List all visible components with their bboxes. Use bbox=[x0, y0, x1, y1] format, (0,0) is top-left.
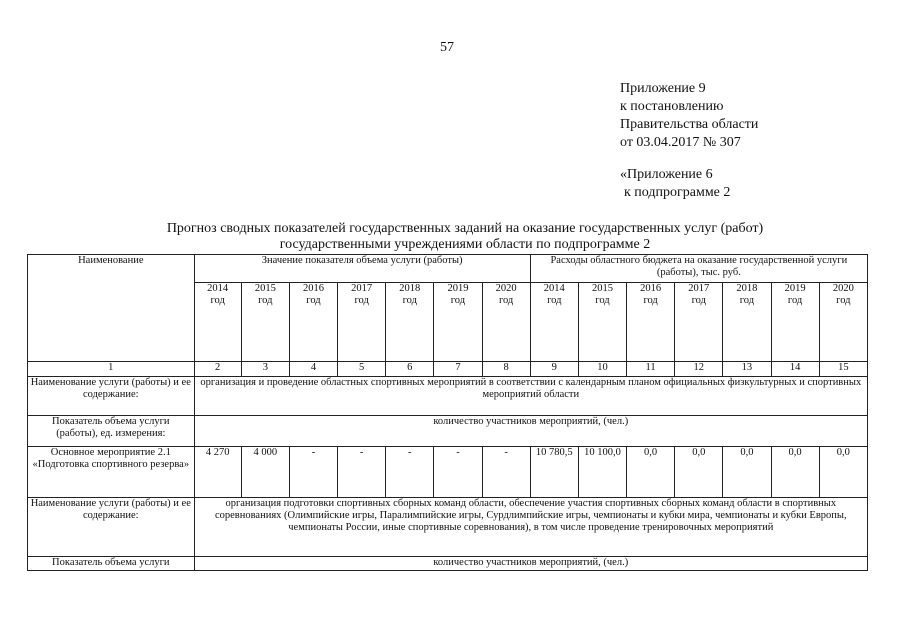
year-word: год bbox=[402, 295, 417, 306]
year-value: 2019 bbox=[784, 283, 806, 294]
appendix-reference bbox=[620, 80, 758, 152]
service-name-description: организация подготовки спортивных сборных команд области, обеспечение участия спортивных сборных команд области в спортивных соревнованиях (Олимпийские игры, Паралимпийские игры, Сурдлимпийские игры, чемпионаты и кубки мира, чемпионаты и кубки Европы, чемпионаты России, иные спортивные соревнования), в том числе проведение тренировочных мероприятий bbox=[194, 498, 867, 557]
year-value: 2016 bbox=[302, 283, 324, 294]
column-number: 11 bbox=[627, 362, 675, 377]
year-header-volume-2014 bbox=[194, 283, 241, 362]
table-row bbox=[28, 557, 868, 571]
column-number: 15 bbox=[819, 362, 867, 377]
column-number: 6 bbox=[386, 362, 434, 377]
year-value: 2015 bbox=[254, 283, 276, 294]
volume-value-cell: - bbox=[434, 447, 482, 498]
volume-value-cell: 4 000 bbox=[241, 447, 289, 498]
expense-value-cell: 10 780,5 bbox=[530, 447, 578, 498]
year-value: 2015 bbox=[591, 283, 613, 294]
year-word: год bbox=[354, 295, 369, 306]
indicator-label: Показатель объема услуги (работы), ед. измерения: bbox=[28, 416, 195, 447]
year-header-volume-2018 bbox=[386, 283, 434, 362]
table-column-number-row bbox=[28, 362, 868, 377]
table-row bbox=[28, 416, 868, 447]
volume-value-cell: - bbox=[289, 447, 337, 498]
year-header-volume-2015 bbox=[241, 283, 289, 362]
appendix-line: Правительства области bbox=[620, 117, 759, 132]
column-number: 14 bbox=[771, 362, 819, 377]
table-row bbox=[28, 377, 868, 416]
year-value: 2017 bbox=[351, 283, 373, 294]
year-value: 2018 bbox=[736, 283, 758, 294]
expense-value-cell: 0,0 bbox=[771, 447, 819, 498]
measure-label: Основное мероприятие 2.1 «Подготовка спортивного резерва» bbox=[28, 447, 195, 498]
volume-value-cell: - bbox=[338, 447, 386, 498]
year-value: 2018 bbox=[399, 283, 421, 294]
year-word: год bbox=[210, 295, 225, 306]
title-line: Прогноз сводных показателей государственных заданий на оказание государственных услуг (работ) bbox=[166, 221, 764, 236]
year-word: год bbox=[595, 295, 610, 306]
volume-value-cell: - bbox=[386, 447, 434, 498]
appendix-line: от 03.04.2017 № 307 bbox=[620, 135, 741, 150]
table-row bbox=[28, 498, 868, 557]
expense-value-cell: 0,0 bbox=[819, 447, 867, 498]
year-value: 2020 bbox=[495, 283, 517, 294]
column-number: 4 bbox=[289, 362, 337, 377]
sub-appendix-line: «Приложение 6 bbox=[620, 167, 713, 182]
volume-value-cell: - bbox=[482, 447, 530, 498]
year-header-expense-2016 bbox=[627, 283, 675, 362]
sub-appendix-reference bbox=[620, 166, 730, 202]
volume-value-cell: 4 270 bbox=[194, 447, 241, 498]
year-value: 2014 bbox=[207, 283, 229, 294]
year-word: год bbox=[547, 295, 562, 306]
year-header-expense-2020 bbox=[819, 283, 867, 362]
indicator-label: Показатель объема услуги bbox=[28, 557, 195, 571]
title-line: государственными учреждениями области по подпрограмме 2 bbox=[279, 237, 651, 252]
forecast-table bbox=[27, 254, 868, 571]
indicator-description: количество участников мероприятий, (чел.) bbox=[194, 557, 867, 571]
year-word: год bbox=[787, 295, 803, 306]
appendix-line: Приложение 9 bbox=[620, 81, 706, 96]
service-name-description: организация и проведение областных спортивных мероприятий в соответствии с календарным планом официальных физкультурных и спортивных мероприятий области bbox=[194, 377, 867, 416]
year-word: год bbox=[643, 295, 658, 306]
column-number: 9 bbox=[530, 362, 578, 377]
column-number: 12 bbox=[675, 362, 723, 377]
column-number: 7 bbox=[434, 362, 482, 377]
column-number: 13 bbox=[723, 362, 771, 377]
year-header-volume-2020 bbox=[482, 283, 530, 362]
year-word: год bbox=[739, 295, 755, 306]
year-header-expense-2018 bbox=[723, 283, 771, 362]
year-header-expense-2014 bbox=[530, 283, 578, 362]
year-header-expense-2017 bbox=[675, 283, 723, 362]
header-expense-group: Расходы областного бюджета на оказание государственной услуги (работы), тыс. руб. bbox=[530, 255, 867, 283]
year-word: год bbox=[306, 295, 321, 306]
expense-value-cell: 0,0 bbox=[675, 447, 723, 498]
year-header-volume-2016 bbox=[289, 283, 337, 362]
year-value: 2017 bbox=[688, 283, 710, 294]
year-value: 2020 bbox=[832, 283, 854, 294]
year-header-expense-2019 bbox=[771, 283, 819, 362]
column-number: 5 bbox=[338, 362, 386, 377]
column-number: 10 bbox=[578, 362, 626, 377]
service-name-label: Наименование услуги (работы) и ее содержание: bbox=[28, 377, 195, 416]
year-word: год bbox=[258, 295, 273, 306]
year-word: год bbox=[450, 295, 466, 306]
page-number: 57 bbox=[440, 40, 454, 55]
header-volume-group: Значение показателя объема услуги (работы) bbox=[194, 255, 530, 283]
expense-value-cell: 10 100,0 bbox=[578, 447, 626, 498]
column-number: 3 bbox=[241, 362, 289, 377]
column-number: 8 bbox=[482, 362, 530, 377]
indicator-description: количество участников мероприятий, (чел.) bbox=[194, 416, 867, 447]
year-word: год bbox=[836, 295, 851, 306]
expense-value-cell: 0,0 bbox=[723, 447, 771, 498]
year-value: 2016 bbox=[640, 283, 662, 294]
year-header-volume-2019 bbox=[434, 283, 482, 362]
year-value: 2014 bbox=[543, 283, 565, 294]
year-header-expense-2015 bbox=[578, 283, 626, 362]
year-header-volume-2017 bbox=[338, 283, 386, 362]
expense-value-cell: 0,0 bbox=[627, 447, 675, 498]
header-name: Наименование bbox=[28, 255, 195, 362]
column-number: 1 bbox=[28, 362, 195, 377]
year-word: год bbox=[691, 295, 706, 306]
column-number: 2 bbox=[194, 362, 241, 377]
service-name-label: Наименование услуги (работы) и ее содержание: bbox=[28, 498, 195, 557]
year-value: 2019 bbox=[447, 283, 469, 294]
appendix-line: к постановлению bbox=[620, 99, 724, 114]
table-row bbox=[28, 447, 868, 498]
table-header-row bbox=[28, 255, 868, 283]
sub-appendix-line: к подпрограмме 2 bbox=[624, 185, 731, 200]
year-word: год bbox=[498, 295, 514, 306]
document-title bbox=[120, 221, 810, 253]
